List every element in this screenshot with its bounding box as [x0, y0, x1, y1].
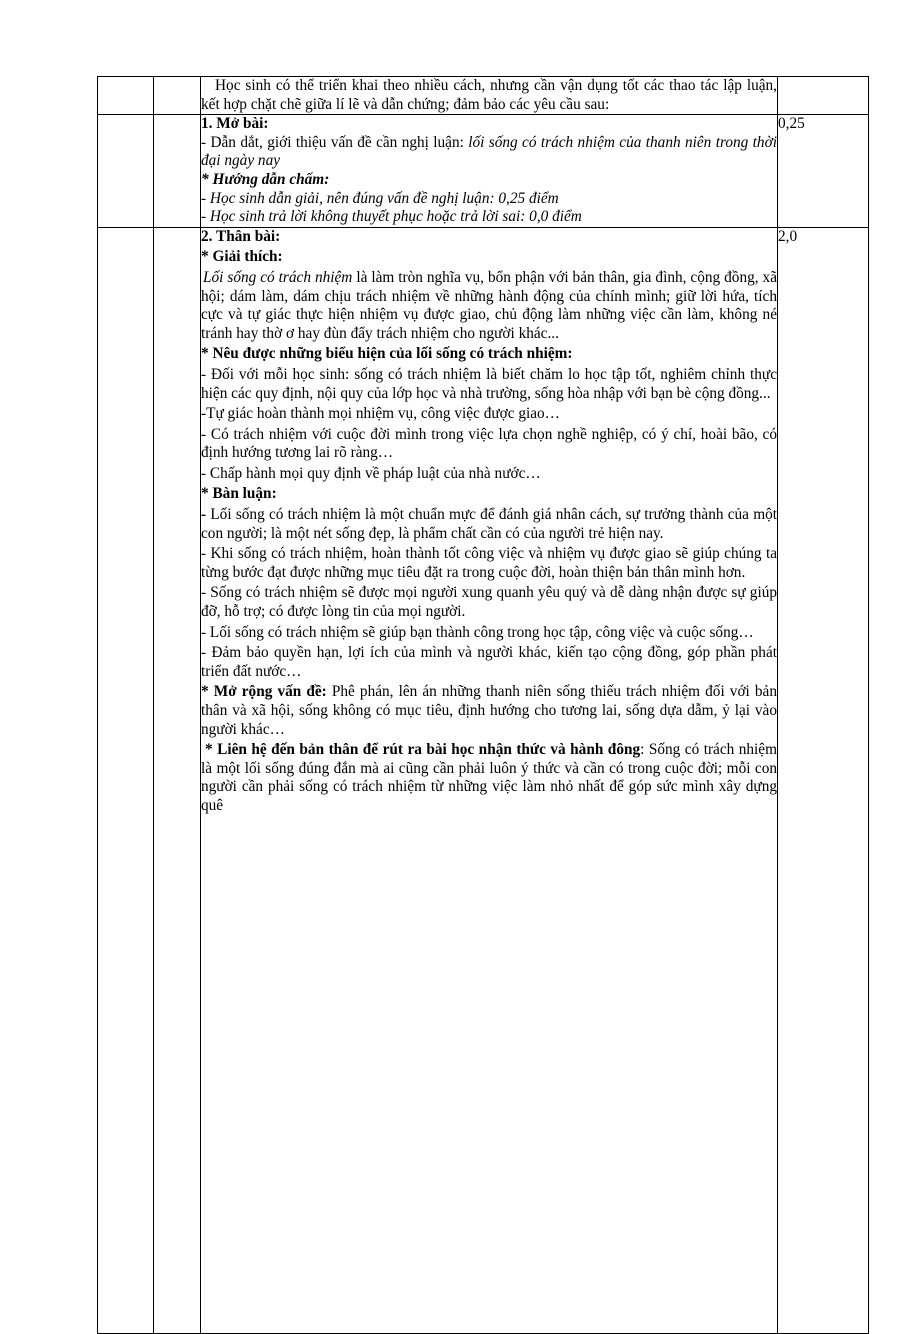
bieu-hien-1: - Đối với mỗi học sinh: sống có trách nhiệm là biết chăm lo học tập tốt, nghiêm chỉnh thực hiện các quy định, nội quy của lớp học và nhà trường, sống hòa nhập với bạn bè cộng đồng...: [201, 365, 777, 402]
mo-bai-line-prefix: - Dẫn dắt, giới thiệu vấn đề cần nghị luận:: [201, 133, 469, 151]
than-bai-heading: 2. Thân bài:: [201, 227, 281, 245]
bieu-hien-heading: * Nêu được những biểu hiện của lối sống có trách nhiệm:: [201, 345, 573, 363]
ban-luan-3: - Sống có trách nhiệm sẽ được mọi người xung quanh yêu quý và dễ dàng nhận được sự giúp đỡ, hỗ trợ; có được lòng tin của mọi người.: [201, 584, 777, 621]
lien-he-heading: * Liên hệ đến bản thân để rút ra bài học nhận thức và hành đông: [205, 741, 641, 759]
intro-cell: [201, 77, 778, 115]
ban-luan-heading: * Bàn luận:: [201, 485, 277, 503]
mo-bai-row: [98, 115, 869, 228]
blank-cell: [98, 115, 154, 228]
mo-bai-score: 0,25: [778, 115, 869, 228]
mo-bai-heading: 1. Mở bài:: [201, 115, 269, 133]
mo-bai-line: [201, 134, 777, 171]
than-bai-row: [98, 227, 869, 1333]
guide-line-1: - Học sinh dẫn giải, nên đúng vấn đề nghị luận: 0,25 điểm: [201, 189, 559, 207]
lien-he-paragraph: [201, 741, 777, 815]
than-bai-score: 2,0: [778, 227, 869, 1333]
giai-thich-paragraph: [201, 269, 777, 343]
than-bai-cell: [201, 227, 778, 1333]
blank-cell: [154, 77, 201, 115]
blank-cell: [98, 227, 154, 1333]
grading-table: [97, 76, 869, 1334]
ban-luan-2: - Khi sống có trách nhiệm, hoàn thành tốt công việc và nhiệm vụ được giao sẽ giúp chúng ta từng bước đạt được những mục tiêu đặt ra trong cuộc đời, hoàn thiện bản thân mình hơn.: [201, 545, 777, 581]
giai-thich-heading: * Giải thích:: [201, 248, 283, 266]
mo-bai-cell: [201, 115, 778, 228]
blank-score-cell: [778, 77, 869, 115]
blank-cell: [98, 77, 154, 115]
bieu-hien-4: - Chấp hành mọi quy định về pháp luật của nhà nước…: [201, 464, 541, 482]
ban-luan-1-dash: -: [201, 506, 207, 524]
mo-rong-text: Phê phán, lên án những thanh niên sống thiếu trách nhiệm đối với bản thân và xã hội, sống không có mục tiêu, định hướng cho tương lai, sống dựa dẫm, ỷ lại vào người khác…: [201, 683, 777, 738]
bieu-hien-2: -Tự giác hoàn thành mọi nhiệm vụ, công việc được giao…: [201, 405, 560, 423]
intro-text: Học sinh có thể triển khai theo nhiều cách, nhưng cần vận dụng tốt các thao tác lập luận, kết hợp chặt chẽ giữa lí lẽ và dẫn chứng; đảm bảo các yêu cầu sau:: [201, 77, 777, 113]
guide-heading: * Hướng dẫn chấm:: [201, 170, 330, 188]
mo-bai-topic: lối sống có trách nhiệm của thanh niên trong thời đại ngày nay: [201, 133, 777, 170]
mo-rong-heading: * Mở rộng vấn đề:: [201, 683, 327, 701]
ban-luan-4: - Lối sống có trách nhiệm sẽ giúp bạn thành công trong học tập, công việc và cuộc sống…: [201, 623, 754, 641]
ban-luan-1: [201, 506, 777, 543]
lien-he-text: : Sống có trách nhiệm là một lối sống đúng đắn mà ai cũng cần phải luôn ý thức và cần có trong cuộc đời; mỗi con người cần phải sống có trách nhiệm từ những việc làm nhỏ nhất để góp sức mình xây dựng quê: [201, 741, 777, 814]
bieu-hien-3: - Có trách nhiệm với cuộc đời mình trong việc lựa chọn nghề nghiệp, có ý chí, hoài bão, có định hướng tương lai rõ ràng…: [201, 425, 777, 462]
giai-thich-term: Lối sống có trách nhiệm: [203, 268, 353, 286]
ban-luan-5: - Đảm bảo quyền hạn, lợi ích của mình và người khác, kiến tạo cộng đồng, góp phần phát triển đất nước…: [201, 644, 777, 680]
guide-line-2: - Học sinh trả lời không thuyết phục hoặc trả lời sai: 0,0 điểm: [201, 208, 582, 226]
ban-luan-1-text: Lối sống có trách nhiệm là một chuẩn mực để đánh giá nhân cách, sự trưởng thành của một con người; là một nét sống đẹp, là phẩm chất cần có của người trẻ hiện nay.: [201, 506, 777, 542]
than-bai-content: [201, 228, 777, 1333]
blank-cell: [154, 115, 201, 228]
mo-rong-paragraph: [201, 683, 777, 739]
intro-row: [98, 77, 869, 115]
giai-thich-definition: là làm tròn nghĩa vụ, bổn phận với bản thân, gia đình, cộng đồng, xã hội; dám làm, dám chịu trách nhiệm về những hành động của chính mình; giữ lời hứa, tích cực và tự giác thực hiện nhiệm vụ được giao, chủ động làm những việc cần làm, không né tránh hay thờ ơ hay đùn đẩy trách nhiệm cho người khác...: [201, 268, 777, 342]
blank-cell: [154, 227, 201, 1333]
